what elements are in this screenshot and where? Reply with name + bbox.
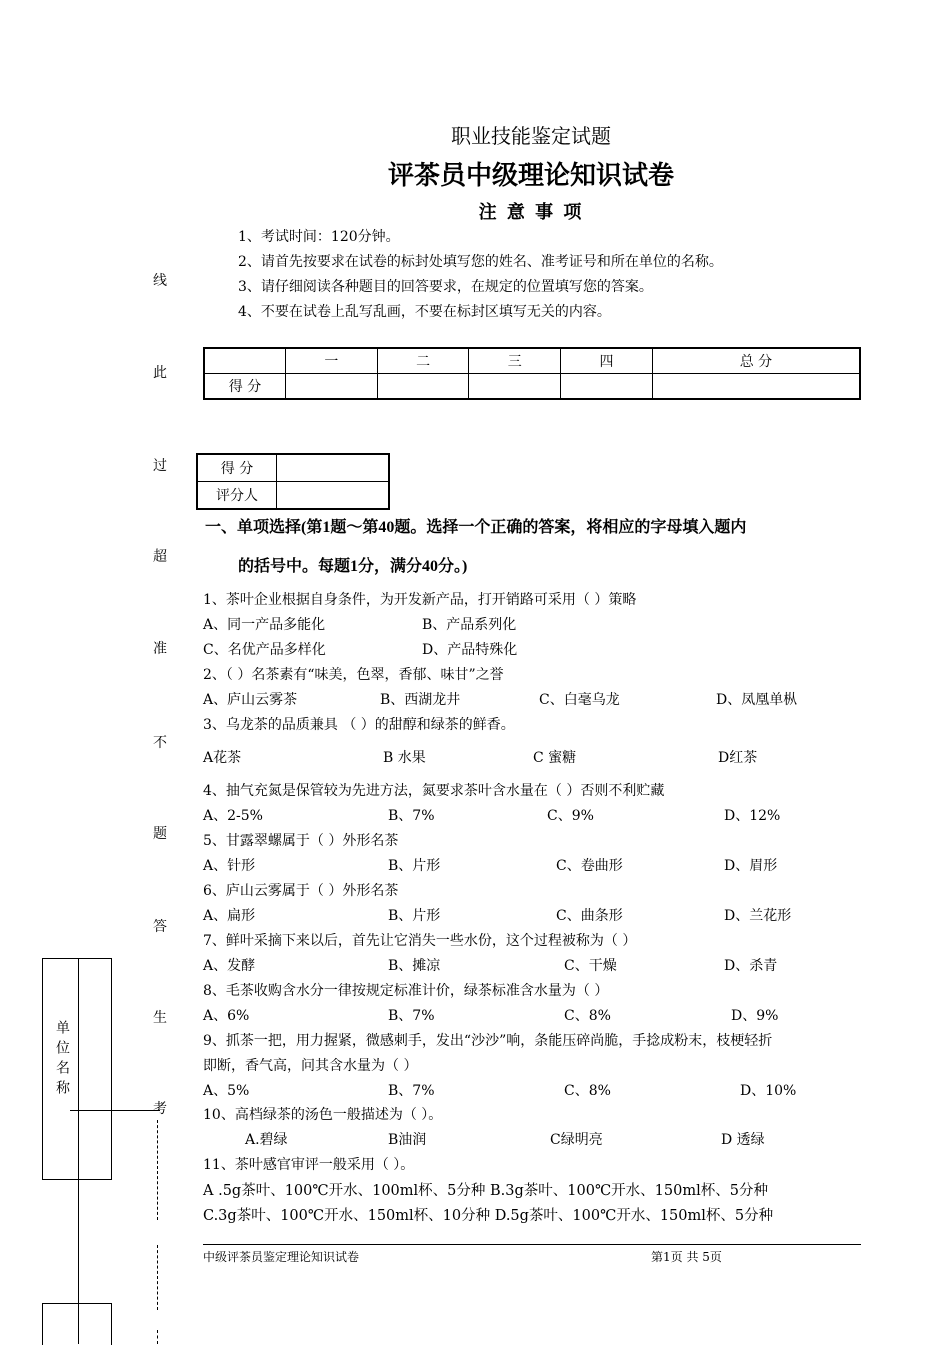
q10-option-b[interactable]: B油润 xyxy=(388,1132,427,1148)
footer-page-number: 第1页 共 5页 xyxy=(651,1250,722,1264)
grader-name-label: 评分人 xyxy=(197,482,277,510)
q1-option-b[interactable]: B、产品系列化 xyxy=(422,617,517,633)
seal-box-bottom xyxy=(42,1303,112,1345)
margin-char: 超 xyxy=(153,549,167,565)
q2-option-d[interactable]: D、凤凰单枞 xyxy=(716,692,798,708)
score-cell[interactable] xyxy=(469,374,561,400)
question-3: 3、乌龙茶的品质兼具 （ ）的甜醇和绿茶的鲜香。 xyxy=(203,717,515,733)
score-cell[interactable] xyxy=(377,374,469,400)
score-row-label: 得 分 xyxy=(204,374,286,400)
score-table-corner xyxy=(204,348,286,374)
q1-option-a[interactable]: A、同一产品多能化 xyxy=(203,617,326,633)
q10-option-c[interactable]: C绿明亮 xyxy=(550,1132,603,1148)
score-cell[interactable] xyxy=(286,374,378,400)
q9-option-a[interactable]: A、5% xyxy=(203,1083,250,1099)
question-10: 10、高档绿茶的汤色一般描述为（ ）。 xyxy=(203,1107,443,1123)
q8-option-a[interactable]: A、6% xyxy=(203,1008,250,1024)
section-heading-cont: 的括号中。每题1分，满分40分。) xyxy=(238,558,468,575)
q2-option-c[interactable]: C、白毫乌龙 xyxy=(539,692,620,708)
q2-option-a[interactable]: A、庐山云雾茶 xyxy=(203,692,298,708)
q11-options-ab[interactable]: A .5g茶叶、100℃开水、100ml杯、5分种 B.3g茶叶、100℃开水、150ml杯、5分种 xyxy=(203,1183,768,1199)
question-8: 8、毛茶收购含水分一律按规定标准计价，绿茶标准含水量为（ ） xyxy=(203,983,609,999)
notice-item: 2、请首先按要求在试卷的标封处填写您的姓名、准考证号和所在单位的名称。 xyxy=(238,254,723,270)
binding-dash-line xyxy=(157,1120,158,1220)
q1-option-d[interactable]: D、产品特殊化 xyxy=(422,642,518,658)
q4-option-a[interactable]: A、2-5% xyxy=(203,808,263,824)
exam-subtitle: 职业技能鉴定试题 xyxy=(451,124,611,148)
score-col-header: 三 xyxy=(469,348,561,374)
footer-title: 中级评茶员鉴定理论知识试卷 xyxy=(203,1250,360,1264)
question-5: 5、甘露翠螺属于（ ）外形名茶 xyxy=(203,833,399,849)
grader-table xyxy=(196,453,390,510)
q6-option-b[interactable]: B、片形 xyxy=(388,908,441,924)
margin-char: 此 xyxy=(153,365,167,381)
margin-char: 考 xyxy=(153,1101,167,1117)
q10-option-d[interactable]: D 透绿 xyxy=(721,1132,765,1148)
binding-dash-line xyxy=(157,1330,158,1344)
q7-option-b[interactable]: B、摊凉 xyxy=(388,958,441,974)
q3-option-c[interactable]: C 蜜糖 xyxy=(533,750,577,766)
q10-option-a[interactable]: A.碧绿 xyxy=(245,1132,288,1148)
question-9-cont: 即断，香气高，问其含水量为（ ） xyxy=(203,1058,418,1074)
q7-option-c[interactable]: C、干燥 xyxy=(564,958,617,974)
footer-divider xyxy=(203,1244,861,1245)
q4-option-d[interactable]: D、12% xyxy=(724,808,781,824)
score-table xyxy=(203,347,861,400)
question-1: 1、茶叶企业根据自身条件，为开发新产品，打开销路可采用（ ）策略 xyxy=(203,592,637,608)
margin-char: 准 xyxy=(153,641,167,657)
margin-char: 过 xyxy=(153,458,167,474)
section-heading: 一、单项选择(第1题～第40题。选择一个正确的答案，将相应的字母填入题内 xyxy=(205,519,747,536)
margin-char: 生 xyxy=(153,1010,167,1026)
margin-char: 不 xyxy=(153,735,167,751)
q5-option-b[interactable]: B、片形 xyxy=(388,858,441,874)
notice-item: 3、请仔细阅读各种题目的回答要求，在规定的位置填写您的答案。 xyxy=(238,279,653,295)
score-col-header: 总 分 xyxy=(652,348,860,374)
binding-dash-line xyxy=(157,1245,158,1310)
score-cell[interactable] xyxy=(652,374,860,400)
q5-option-c[interactable]: C、卷曲形 xyxy=(556,858,623,874)
margin-char: 答 xyxy=(153,919,167,935)
q9-option-c[interactable]: C、8% xyxy=(564,1083,611,1099)
seal-underline xyxy=(70,1110,160,1111)
q9-option-b[interactable]: B、7% xyxy=(388,1083,435,1099)
question-7: 7、鲜叶采摘下来以后，首先让它消失一些水份，这个过程被称为（ ） xyxy=(203,933,637,949)
q3-option-b[interactable]: B 水果 xyxy=(383,750,426,766)
question-9: 9、抓茶一把，用力握紧，微感刺手，发出“沙沙”响，条能压碎尚脆，手捻成粉末，枝梗轻折 xyxy=(203,1033,773,1049)
q6-option-a[interactable]: A、扁形 xyxy=(203,908,256,924)
q5-option-a[interactable]: A、针形 xyxy=(203,858,256,874)
score-col-header: 一 xyxy=(286,348,378,374)
question-11: 11、茶叶感官审评一般采用（ ）。 xyxy=(203,1157,415,1173)
score-cell[interactable] xyxy=(561,374,653,400)
q8-option-b[interactable]: B、7% xyxy=(388,1008,435,1024)
grader-name-cell[interactable] xyxy=(277,482,390,510)
q6-option-c[interactable]: C、曲条形 xyxy=(556,908,623,924)
margin-char: 线 xyxy=(153,273,167,289)
q7-option-a[interactable]: A、发酵 xyxy=(203,958,256,974)
question-2: 2、（ ）名茶素有“味美，色翠，香郁、味甘”之誉 xyxy=(203,667,504,683)
notice-item: 4、不要在试卷上乱写乱画，不要在标封区填写无关的内容。 xyxy=(238,304,611,320)
q11-options-cd[interactable]: C.3g茶叶、100℃开水、150ml杯、10分种 D.5g茶叶、100℃开水、150ml杯、5分种 xyxy=(203,1208,774,1224)
score-col-header: 二 xyxy=(377,348,469,374)
seal-divider-line xyxy=(78,958,79,1344)
notice-item: 1、考试时间：120分钟。 xyxy=(238,229,400,245)
q1-option-c[interactable]: C、名优产品多样化 xyxy=(203,642,326,658)
q2-option-b[interactable]: B、西湖龙井 xyxy=(380,692,461,708)
score-col-header: 四 xyxy=(561,348,653,374)
q4-option-c[interactable]: C、9% xyxy=(547,808,594,824)
q8-option-c[interactable]: C、8% xyxy=(564,1008,611,1024)
question-4: 4、抽气充氮是保管较为先进方法，氮要求茶叶含水量在（ ）否则不利贮藏 xyxy=(203,783,665,799)
margin-char: 题 xyxy=(153,826,167,842)
exam-title: 评茶员中级理论知识试卷 xyxy=(387,161,674,191)
q7-option-d[interactable]: D、杀青 xyxy=(724,958,778,974)
q9-option-d[interactable]: D、10% xyxy=(740,1083,797,1099)
q4-option-b[interactable]: B、7% xyxy=(388,808,435,824)
q8-option-d[interactable]: D、9% xyxy=(731,1008,779,1024)
q3-option-a[interactable]: A花茶 xyxy=(203,750,242,766)
unit-name-label: 单位名称 xyxy=(54,1020,70,1100)
grader-score-cell[interactable] xyxy=(277,454,390,482)
q6-option-d[interactable]: D、兰花形 xyxy=(724,908,792,924)
q3-option-d[interactable]: D红茶 xyxy=(718,750,758,766)
question-6: 6、庐山云雾属于（ ）外形名茶 xyxy=(203,883,399,899)
notice-heading: 注 意 事 项 xyxy=(478,202,584,223)
q5-option-d[interactable]: D、眉形 xyxy=(724,858,778,874)
grader-score-label: 得 分 xyxy=(197,454,277,482)
